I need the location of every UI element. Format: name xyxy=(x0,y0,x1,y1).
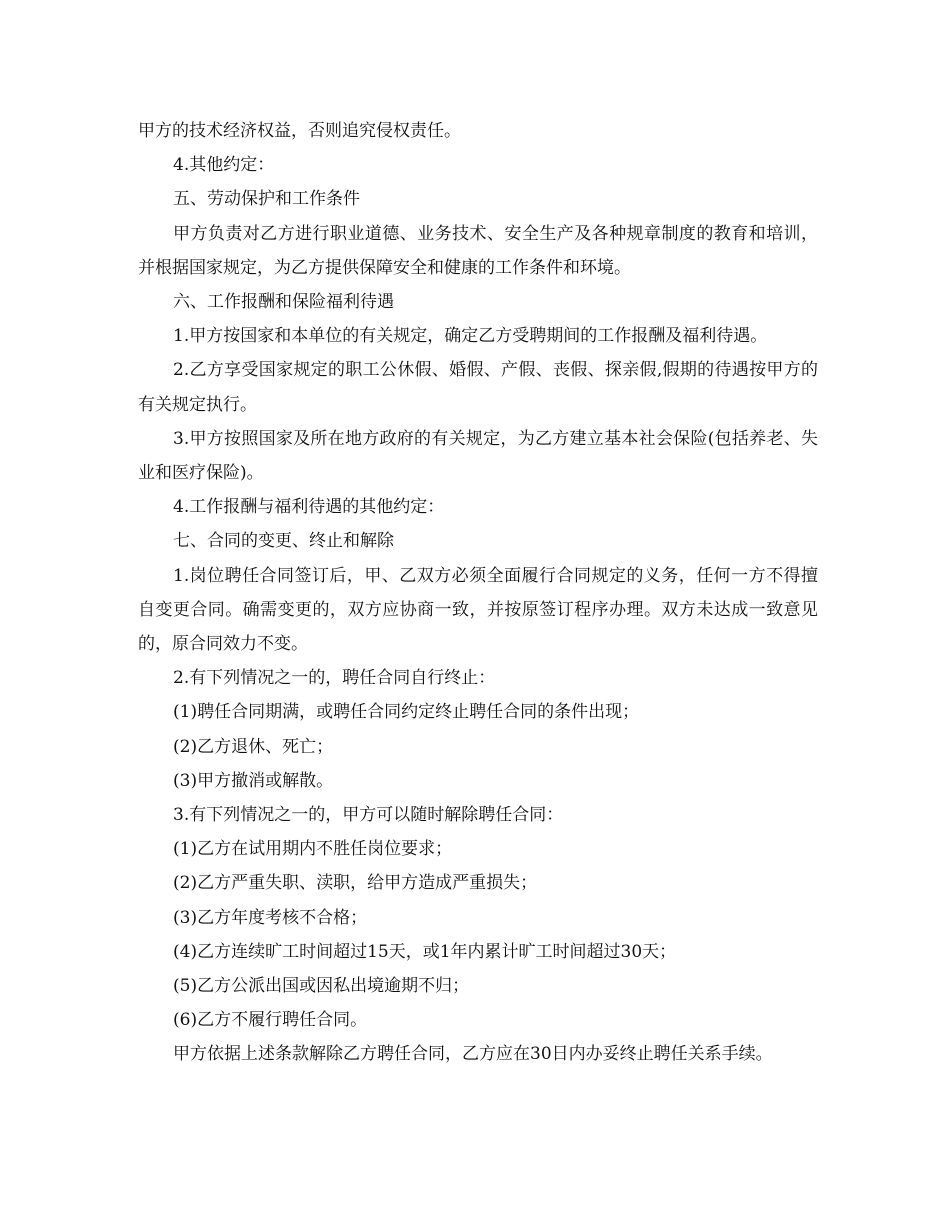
sub-clause: (3)乙方年度考核不合格； xyxy=(173,907,368,928)
clause: 4.工作报酬与福利待遇的其他约定： xyxy=(173,497,445,518)
clause: 2.乙方享受国家规定的职工公休假、婚假、产假、丧假、探亲假,假期的待遇按甲方的有关规定执行。 xyxy=(138,360,818,415)
sub-clause: (2)乙方严重失职、渎职，给甲方造成严重损失； xyxy=(173,873,538,894)
document-body xyxy=(138,114,818,1072)
clause: 1.岗位聘任合同签订后，甲、乙双方必须全面履行合同规定的义务，任何一方不得擅自变更合同。确需变更的，双方应协商一致，并按原签订程序办理。双方未达成一致意见的，原合同效力不变。 xyxy=(138,565,818,655)
clause: 3.甲方按照国家及所在地方政府的有关规定，为乙方建立基本社会保险(包括养老、失业和医疗保险)。 xyxy=(138,428,818,484)
clause: 3.有下列情况之一的，甲方可以随时解除聘任合同： xyxy=(173,805,564,826)
clause: 2.有下列情况之一的，聘任合同自行终止： xyxy=(173,668,496,689)
sub-clause: (1)乙方在试用期内不胜任岗位要求； xyxy=(173,839,453,860)
section-heading-labor-protection: 五、劳动保护和工作条件 xyxy=(173,189,360,210)
clause: 1.甲方按国家和本单位的有关规定，确定乙方受聘期间的工作报酬及福利待遇。 xyxy=(173,326,768,347)
section-heading-remuneration: 六、工作报酬和保险福利待遇 xyxy=(173,292,394,313)
sub-clause: (5)乙方公派出国或因私出境逾期不归； xyxy=(173,976,470,997)
sub-clause: (2)乙方退休、死亡； xyxy=(173,736,334,757)
paragraph: 甲方依据上述条款解除乙方聘任合同，乙方应在30日内办妥终止聘任关系手续。 xyxy=(173,1044,773,1065)
sub-clause: (3)甲方撤消或解散。 xyxy=(173,770,334,791)
clause-other-agreements: 4.其他约定： xyxy=(173,155,275,176)
section-heading-contract-change: 七、合同的变更、终止和解除 xyxy=(173,531,394,552)
paragraph: 甲方负责对乙方进行职业道德、业务技术、安全生产及各种规章制度的教育和培训，并根据国家规定，为乙方提供保障安全和健康的工作条件和环境。 xyxy=(138,223,818,278)
sub-clause: (1)聘任合同期满，或聘任合同约定终止聘任合同的条件出现； xyxy=(173,702,640,723)
sub-clause: (4)乙方连续旷工时间超过15天，或1年内累计旷工时间超过30天； xyxy=(173,941,677,962)
paragraph: 甲方的技术经济权益，否则追究侵权责任。 xyxy=(138,121,461,141)
sub-clause: (6)乙方不履行聘任合同。 xyxy=(173,1010,368,1031)
